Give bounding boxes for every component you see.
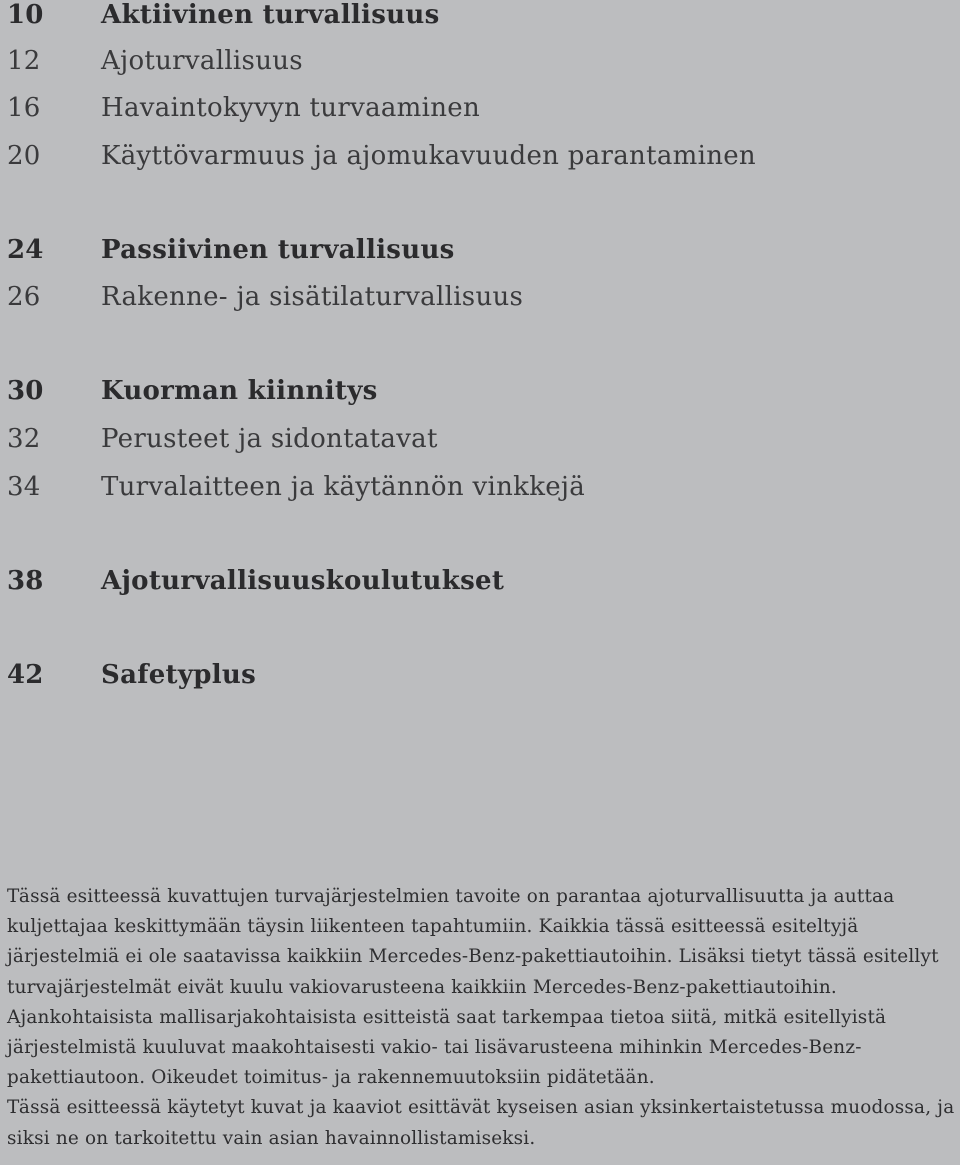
toc-page-number: 12	[7, 46, 41, 76]
toc-entry-passiivinen-turvallisuus[interactable]	[0, 235, 960, 275]
toc-entry-ajoturvallisuuskoulutukset[interactable]	[0, 566, 960, 606]
disclaimer-text	[7, 882, 957, 1154]
toc-page-number: 10	[7, 0, 44, 30]
toc-entry-aktiivinen-turvallisuus[interactable]	[0, 0, 960, 40]
toc-page-number: 38	[7, 566, 44, 596]
toc-title: Turvalaitteen ja käytännön vinkkejä	[101, 472, 586, 502]
toc-page-number: 26	[7, 282, 41, 312]
toc-entry-turvalaitteen-vinkkeja[interactable]	[0, 472, 960, 512]
toc-title: Aktiivinen turvallisuus	[101, 0, 440, 30]
toc-title: Ajoturvallisuus	[101, 46, 303, 76]
toc-entry-safetyplus[interactable]	[0, 660, 960, 700]
toc-title: Kuorman kiinnitys	[101, 376, 378, 406]
toc-title: Havaintokyvyn turvaaminen	[101, 93, 481, 123]
toc-entry-havaintokyvyn-turvaaminen[interactable]	[0, 93, 960, 133]
toc-page-number: 20	[7, 141, 41, 171]
toc-page-number: 30	[7, 376, 44, 406]
toc-title: Safetyplus	[101, 660, 257, 690]
toc-entry-perusteet-ja-sidontatavat[interactable]	[0, 424, 960, 464]
toc-page-number: 16	[7, 93, 41, 123]
toc-page-number: 24	[7, 235, 44, 265]
toc-page-number: 34	[7, 472, 41, 502]
toc-entry-kuorman-kiinnitys[interactable]	[0, 376, 960, 416]
toc-entry-ajoturvallisuus[interactable]	[0, 46, 960, 86]
toc-page-number: 32	[7, 424, 41, 454]
toc-title: Käyttövarmuus ja ajomukavuuden parantaminen	[101, 141, 756, 171]
toc-title: Rakenne- ja sisätilaturvallisuus	[101, 282, 524, 312]
toc-entry-rakenne-ja-sisatilaturvallisuus[interactable]	[0, 282, 960, 322]
toc-title: Ajoturvallisuuskoulutukset	[101, 566, 505, 596]
disclaimer-paragraph: Tässä esitteessä kuvattujen turvajärjestelmien tavoite on parantaa ajoturvallisuutta ja auttaa kuljettajaa keskittymään täysin liikenteen tapahtumiin. Kaikkia tässä esitteessä esiteltyjä järjestelmiä ei ole saatavissa kaikkiin Mercedes-Benz-pakettiautoihin. Lisäksi tietyt tässä esitellyt turvajärjestelmät eivät kuulu vakiovarusteena kaikkiin Mercedes-Benz-pakettiautoihin. Ajankohtaisista mallisarjakohtaisista esitteistä saat tarkempaa tietoa siitä, mitkä esitellyistä järjestelmistä kuuluvat maakohtaisesti vakio- tai lisävarusteena mihinkin Mercedes-Benz-pakettiautoon. Oikeudet toimitus- ja rakennemuutoksiin pidätetään.	[7, 886, 939, 1089]
disclaimer-paragraph: Tässä esitteessä käytetyt kuvat ja kaaviot esittävät kyseisen asian yksinkertaistetussa muodossa, ja siksi ne on tarkoitettu vain asian havainnollistamiseksi.	[7, 1097, 955, 1149]
toc-entry-kayttovarmuus[interactable]	[0, 141, 960, 181]
toc-title: Perusteet ja sidontatavat	[101, 424, 438, 454]
toc-title: Passiivinen turvallisuus	[101, 235, 455, 265]
toc-page-number: 42	[7, 660, 44, 690]
